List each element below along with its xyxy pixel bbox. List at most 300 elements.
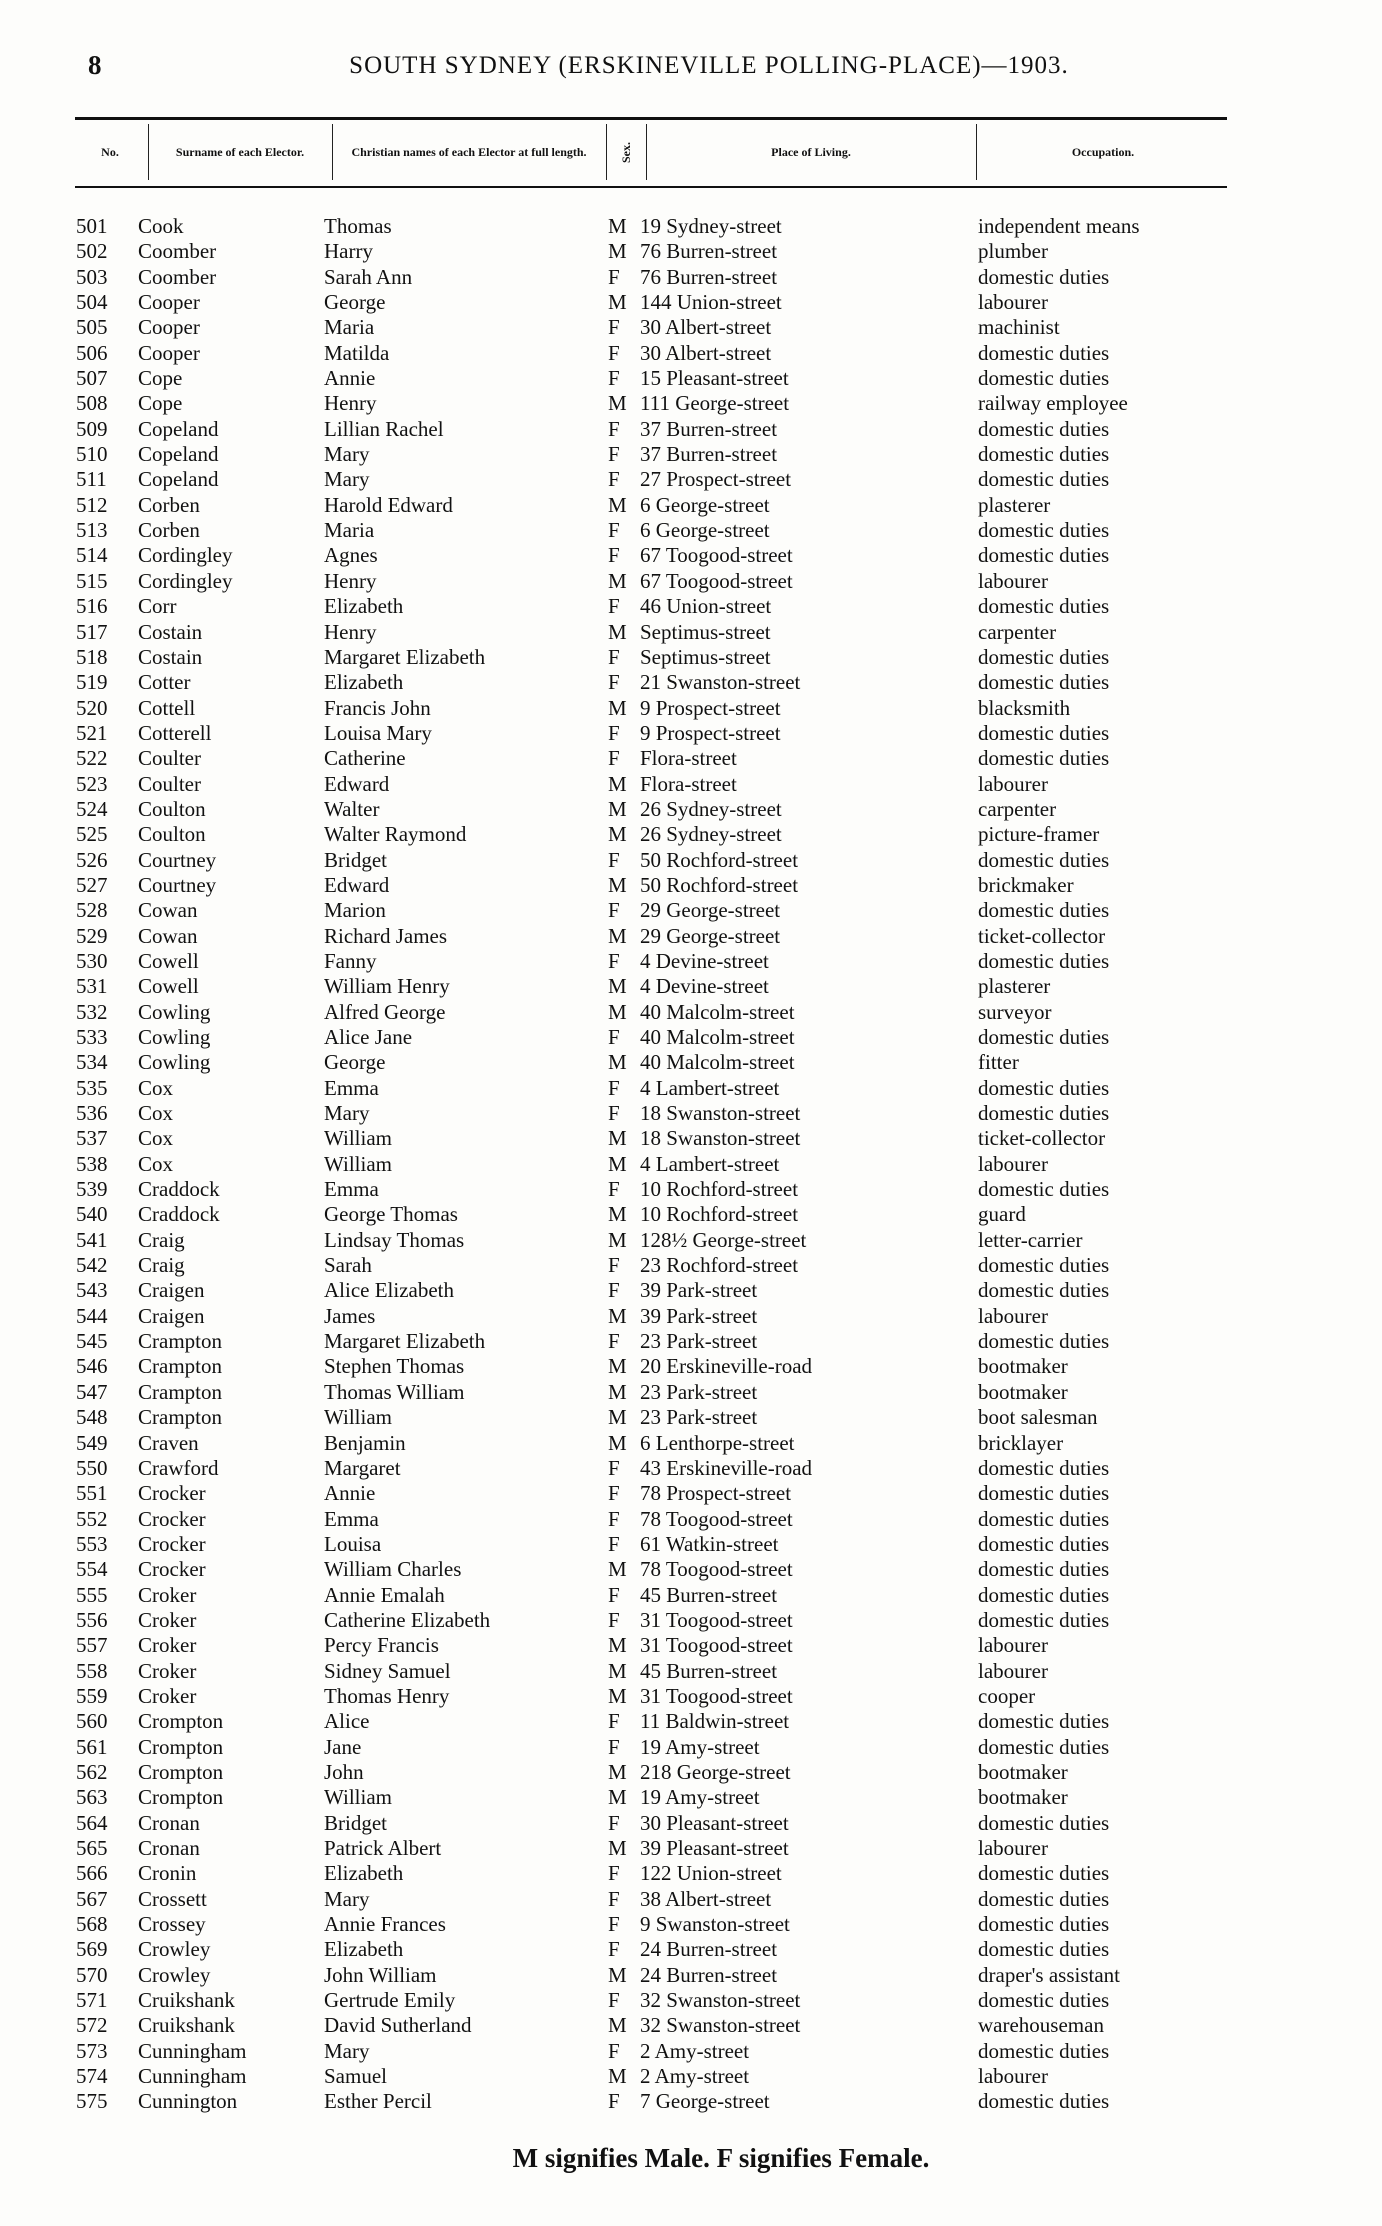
elector-surname: Crampton	[138, 1354, 222, 1379]
elector-place: 40 Malcolm-street	[640, 1050, 795, 1075]
elector-occupation: blacksmith	[978, 695, 1071, 720]
elector-row	[0, 1760, 1382, 1785]
elector-surname: Cooper	[138, 340, 200, 365]
elector-surname: Crowley	[138, 1937, 211, 1962]
elector-sex: F	[608, 670, 620, 695]
elector-place: 122 Union-street	[640, 1861, 782, 1886]
elector-surname: Copeland	[138, 416, 219, 441]
elector-row	[0, 1937, 1382, 1962]
elector-sex: M	[608, 1126, 627, 1151]
elector-christian-names: Henry	[324, 391, 377, 416]
elector-sex: M	[608, 771, 627, 796]
elector-number: 558	[76, 1658, 108, 1683]
elector-sex: F	[608, 1253, 620, 1278]
elector-occupation: labourer	[978, 290, 1048, 315]
elector-place: 23 Rochford-street	[640, 1253, 799, 1278]
elector-christian-names: Thomas Henry	[324, 1683, 450, 1708]
elector-christian-names: Marion	[324, 898, 386, 923]
elector-occupation: domestic duties	[978, 948, 1110, 973]
elector-sex: M	[608, 1405, 627, 1430]
elector-sex: F	[608, 1582, 620, 1607]
elector-christian-names: Stephen Thomas	[324, 1354, 465, 1379]
elector-number: 507	[76, 366, 108, 391]
elector-place: 40 Malcolm-street	[640, 1025, 795, 1049]
elector-number: 549	[76, 1430, 108, 1455]
elector-number: 516	[76, 594, 108, 619]
elector-row	[0, 1304, 1382, 1329]
elector-surname: Crowley	[138, 1962, 211, 1987]
elector-christian-names: Agnes	[324, 543, 378, 568]
elector-sex: F	[608, 1810, 620, 1835]
elector-sex: F	[608, 1607, 620, 1632]
elector-number: 571	[76, 1988, 108, 2013]
elector-sex: M	[608, 2013, 627, 2038]
elector-row	[0, 1988, 1382, 2013]
elector-place: 32 Swanston-street	[640, 2013, 801, 2038]
elector-number: 528	[76, 898, 108, 923]
elector-sex: M	[608, 2064, 627, 2089]
elector-occupation: labourer	[978, 568, 1048, 593]
elector-christian-names: Sarah Ann	[324, 264, 413, 289]
elector-place: 78 Prospect-street	[640, 1481, 792, 1506]
header-divider	[646, 124, 647, 180]
elector-christian-names: Edward	[324, 771, 390, 796]
elector-number: 538	[76, 1151, 108, 1176]
elector-occupation: fitter	[978, 1050, 1019, 1075]
elector-place: 6 Lenthorpe-street	[640, 1430, 795, 1455]
elector-occupation: letter-carrier	[978, 1227, 1083, 1252]
elector-occupation: domestic duties	[978, 898, 1110, 923]
elector-place: 18 Swanston-street	[640, 1126, 801, 1151]
elector-number: 540	[76, 1202, 108, 1227]
elector-place: 26 Sydney-street	[640, 796, 782, 821]
elector-surname: Corr	[138, 594, 177, 619]
elector-sex: F	[608, 518, 620, 543]
elector-row	[0, 1278, 1382, 1303]
elector-occupation: domestic duties	[978, 518, 1110, 543]
elector-christian-names: Bridget	[324, 847, 387, 872]
elector-place: 76 Burren-street	[640, 239, 778, 264]
elector-sex: F	[608, 746, 620, 771]
elector-number: 554	[76, 1557, 108, 1582]
elector-occupation: bricklayer	[978, 1430, 1064, 1455]
elector-number: 556	[76, 1607, 108, 1632]
elector-occupation: domestic duties	[978, 1912, 1110, 1937]
elector-christian-names: Elizabeth	[324, 1861, 404, 1886]
elector-number: 508	[76, 391, 108, 416]
elector-occupation: domestic duties	[978, 1861, 1110, 1886]
elector-christian-names: Henry	[324, 619, 377, 644]
elector-row	[0, 1507, 1382, 1532]
elector-occupation: domestic duties	[978, 264, 1110, 289]
elector-number: 568	[76, 1912, 108, 1937]
elector-surname: Cook	[138, 214, 184, 238]
elector-christian-names: Patrick Albert	[324, 1836, 442, 1860]
elector-occupation: domestic duties	[978, 720, 1110, 745]
elector-sex: F	[608, 1734, 620, 1759]
elector-christian-names: Alice	[324, 1709, 370, 1734]
elector-sex: F	[608, 1101, 620, 1126]
elector-number: 512	[76, 492, 108, 517]
elector-occupation: domestic duties	[978, 1937, 1110, 1962]
elector-occupation: domestic duties	[978, 1101, 1110, 1126]
elector-occupation: domestic duties	[978, 2038, 1110, 2063]
elector-occupation: domestic duties	[978, 1734, 1110, 1759]
elector-place: 31 Toogood-street	[640, 1607, 793, 1632]
elector-surname: Cowling	[138, 1025, 211, 1049]
elector-sex: F	[608, 1075, 620, 1100]
elector-place: 43 Erskineville-road	[640, 1455, 813, 1480]
elector-row	[0, 569, 1382, 594]
elector-number: 533	[76, 1025, 108, 1049]
elector-christian-names: Henry	[324, 568, 377, 593]
elector-occupation: domestic duties	[978, 1582, 1110, 1607]
elector-occupation: domestic duties	[978, 1886, 1110, 1911]
elector-place: 19 Sydney-street	[640, 214, 782, 238]
elector-sex: F	[608, 315, 620, 340]
elector-occupation: domestic duties	[978, 340, 1110, 365]
elector-place: 50 Rochford-street	[640, 847, 799, 872]
elector-row	[0, 1659, 1382, 1684]
elector-sex: F	[608, 1912, 620, 1937]
elector-christian-names: Emma	[324, 1075, 379, 1100]
elector-number: 504	[76, 290, 108, 315]
elector-sex: M	[608, 619, 627, 644]
elector-occupation: ticket-collector	[978, 1126, 1106, 1151]
elector-surname: Courtney	[138, 872, 217, 897]
elector-place: 23 Park-street	[640, 1329, 758, 1354]
elector-place: 30 Albert-street	[640, 340, 772, 365]
elector-occupation: brickmaker	[978, 872, 1074, 897]
elector-occupation: plasterer	[978, 974, 1051, 999]
elector-christian-names: Alfred George	[324, 999, 446, 1024]
elector-row	[0, 1481, 1382, 1506]
elector-christian-names: Esther Percil	[324, 2089, 432, 2114]
elector-place: 144 Union-street	[640, 290, 782, 315]
elector-place: 37 Burren-street	[640, 416, 778, 441]
elector-occupation: domestic duties	[978, 1278, 1110, 1303]
elector-place: 31 Toogood-street	[640, 1683, 793, 1708]
elector-surname: Cooper	[138, 315, 200, 340]
elector-surname: Cowell	[138, 974, 199, 999]
elector-row	[0, 949, 1382, 974]
page-title: SOUTH SYDNEY (ERSKINEVILLE POLLING-PLACE)—1903.	[349, 52, 1069, 79]
elector-christian-names: Matilda	[324, 340, 390, 365]
elector-christian-names: William Charles	[324, 1557, 462, 1582]
elector-occupation: domestic duties	[978, 467, 1110, 492]
elector-surname: Crawford	[138, 1455, 219, 1480]
elector-row	[0, 1380, 1382, 1405]
elector-place: 218 George-street	[640, 1759, 791, 1784]
elector-surname: Crampton	[138, 1405, 222, 1430]
elector-surname: Crossey	[138, 1912, 206, 1937]
elector-sex: F	[608, 1025, 620, 1049]
elector-row	[0, 1228, 1382, 1253]
elector-number: 572	[76, 2013, 108, 2038]
elector-number: 523	[76, 771, 108, 796]
elector-place: Septimus-street	[640, 619, 771, 644]
header-christian-names: Christian names of each Elector at full length.	[351, 144, 587, 159]
elector-sex: M	[608, 872, 627, 897]
elector-christian-names: Emma	[324, 1177, 379, 1202]
elector-christian-names: Walter	[324, 796, 380, 821]
elector-place: 18 Swanston-street	[640, 1101, 801, 1126]
elector-row	[0, 1633, 1382, 1658]
elector-row	[0, 1202, 1382, 1227]
elector-christian-names: William	[324, 1151, 392, 1176]
elector-sex: M	[608, 822, 627, 847]
elector-place: 40 Malcolm-street	[640, 999, 795, 1024]
elector-christian-names: William Henry	[324, 974, 450, 999]
elector-sex: F	[608, 543, 620, 568]
elector-occupation: labourer	[978, 1836, 1048, 1860]
elector-christian-names: Annie Frances	[324, 1912, 446, 1937]
elector-christian-names: Annie Emalah	[324, 1582, 445, 1607]
elector-sex: M	[608, 1379, 627, 1404]
elector-row	[0, 1354, 1382, 1379]
elector-christian-names: Harold Edward	[324, 492, 453, 517]
elector-sex: F	[608, 264, 620, 289]
elector-occupation: bootmaker	[978, 1379, 1068, 1404]
elector-surname: Cox	[138, 1101, 174, 1126]
elector-sex: F	[608, 1531, 620, 1556]
elector-number: 550	[76, 1455, 108, 1480]
header-occupation: Occupation.	[1071, 144, 1135, 159]
elector-number: 557	[76, 1633, 108, 1658]
elector-row	[0, 1735, 1382, 1760]
elector-place: 20 Erskineville-road	[640, 1354, 813, 1379]
elector-row	[0, 1405, 1382, 1430]
elector-place: 39 Park-street	[640, 1303, 758, 1328]
elector-sex: F	[608, 442, 620, 467]
elector-number: 534	[76, 1050, 108, 1075]
elector-row	[0, 265, 1382, 290]
elector-sex: F	[608, 1937, 620, 1962]
elector-row	[0, 1912, 1382, 1937]
elector-occupation: domestic duties	[978, 1709, 1110, 1734]
elector-number: 555	[76, 1582, 108, 1607]
elector-number: 531	[76, 974, 108, 999]
elector-surname: Courtney	[138, 847, 217, 872]
elector-christian-names: Walter Raymond	[324, 822, 467, 847]
elector-number: 542	[76, 1253, 108, 1278]
elector-surname: Cox	[138, 1075, 174, 1100]
elector-surname: Cotter	[138, 670, 191, 695]
elector-occupation: domestic duties	[978, 1455, 1110, 1480]
elector-sex: M	[608, 568, 627, 593]
elector-place: Flora-street	[640, 746, 737, 771]
elector-number: 543	[76, 1278, 108, 1303]
elector-occupation: domestic duties	[978, 1506, 1110, 1531]
elector-place: 4 Lambert-street	[640, 1151, 780, 1176]
elector-row	[0, 1152, 1382, 1177]
elector-sex: M	[608, 1759, 627, 1784]
elector-surname: Craigen	[138, 1303, 205, 1328]
elector-surname: Corben	[138, 518, 200, 543]
elector-number: 510	[76, 442, 108, 467]
elector-surname: Crocker	[138, 1531, 206, 1556]
elector-surname: Cowling	[138, 999, 211, 1024]
elector-christian-names: David Sutherland	[324, 2013, 472, 2038]
elector-surname: Crocker	[138, 1506, 206, 1531]
elector-occupation: domestic duties	[978, 1988, 1110, 2013]
header-divider	[332, 124, 333, 180]
elector-christian-names: William	[324, 1126, 392, 1151]
elector-occupation: bootmaker	[978, 1354, 1068, 1379]
elector-surname: Cox	[138, 1151, 174, 1176]
elector-place: 26 Sydney-street	[640, 822, 782, 847]
elector-place: Flora-street	[640, 771, 737, 796]
elector-place: 39 Park-street	[640, 1278, 758, 1303]
elector-occupation: labourer	[978, 1658, 1048, 1683]
elector-row	[0, 1836, 1382, 1861]
elector-christian-names: Benjamin	[324, 1430, 406, 1455]
elector-occupation: labourer	[978, 771, 1048, 796]
elector-christian-names: Samuel	[324, 2064, 387, 2089]
elector-place: 9 Prospect-street	[640, 720, 781, 745]
elector-surname: Cunningham	[138, 2038, 247, 2063]
elector-christian-names: Emma	[324, 1506, 379, 1531]
elector-row	[0, 1963, 1382, 1988]
elector-place: 32 Swanston-street	[640, 1988, 801, 2013]
elector-place: 29 George-street	[640, 923, 781, 948]
elector-place: 7 George-street	[640, 2089, 770, 2114]
elector-surname: Coulter	[138, 746, 201, 771]
elector-christian-names: Mary	[324, 2038, 370, 2063]
elector-christian-names: Catherine	[324, 746, 406, 771]
elector-place: 27 Prospect-street	[640, 467, 792, 492]
elector-occupation: independent means	[978, 214, 1140, 238]
elector-christian-names: Lillian Rachel	[324, 416, 444, 441]
elector-row	[0, 1126, 1382, 1151]
elector-occupation: guard	[978, 1202, 1026, 1227]
elector-row	[0, 1709, 1382, 1734]
elector-row	[0, 696, 1382, 721]
elector-christian-names: John William	[324, 1962, 437, 1987]
elector-surname: Cowling	[138, 1050, 211, 1075]
elector-surname: Coulton	[138, 796, 206, 821]
elector-row	[0, 493, 1382, 518]
elector-sex: F	[608, 1481, 620, 1506]
elector-surname: Craddock	[138, 1177, 220, 1202]
elector-sex: M	[608, 391, 627, 416]
elector-christian-names: Catherine Elizabeth	[324, 1607, 491, 1632]
elector-sex: F	[608, 1177, 620, 1202]
page-number: 8	[88, 50, 102, 80]
elector-surname: Cunningham	[138, 2064, 247, 2089]
elector-occupation: domestic duties	[978, 1075, 1110, 1100]
elector-place: 29 George-street	[640, 898, 781, 923]
elector-place: 6 George-street	[640, 518, 770, 543]
elector-number: 561	[76, 1734, 108, 1759]
elector-number: 524	[76, 796, 108, 821]
header-sex: Sex.	[618, 141, 633, 163]
elector-occupation: picture-framer	[978, 822, 1100, 847]
elector-number: 530	[76, 948, 108, 973]
elector-row	[0, 873, 1382, 898]
elector-christian-names: Sidney Samuel	[324, 1658, 451, 1683]
elector-place: 78 Toogood-street	[640, 1506, 793, 1531]
header-divider	[148, 124, 149, 180]
elector-place: 128½ George-street	[640, 1227, 807, 1252]
elector-row	[0, 442, 1382, 467]
elector-place: 23 Park-street	[640, 1379, 758, 1404]
elector-christian-names: Maria	[324, 315, 375, 340]
elector-place: Septimus-street	[640, 644, 771, 669]
elector-occupation: labourer	[978, 1151, 1048, 1176]
elector-row	[0, 848, 1382, 873]
elector-number: 546	[76, 1354, 108, 1379]
elector-occupation: railway employee	[978, 391, 1128, 416]
elector-christian-names: William	[324, 1785, 392, 1810]
elector-row	[0, 620, 1382, 645]
elector-surname: Cooper	[138, 290, 200, 315]
elector-number: 563	[76, 1785, 108, 1810]
elector-surname: Cottell	[138, 695, 196, 720]
elector-row	[0, 1431, 1382, 1456]
elector-sex: M	[608, 796, 627, 821]
elector-christian-names: Elizabeth	[324, 670, 404, 695]
elector-sex: F	[608, 948, 620, 973]
elector-row	[0, 2039, 1382, 2064]
elector-occupation: carpenter	[978, 619, 1057, 644]
elector-place: 2 Amy-street	[640, 2064, 750, 2089]
elector-christian-names: Mary	[324, 467, 370, 492]
elector-number: 553	[76, 1531, 108, 1556]
elector-number: 520	[76, 695, 108, 720]
elector-row	[0, 670, 1382, 695]
elector-place: 19 Amy-street	[640, 1785, 760, 1810]
elector-row	[0, 1887, 1382, 1912]
electors-list	[0, 214, 1382, 2115]
elector-place: 19 Amy-street	[640, 1734, 760, 1759]
elector-surname: Cruikshank	[138, 2013, 235, 2038]
elector-christian-names: William	[324, 1405, 392, 1430]
elector-occupation: domestic duties	[978, 1253, 1110, 1278]
elector-surname: Croker	[138, 1683, 197, 1708]
elector-sex: M	[608, 923, 627, 948]
elector-sex: M	[608, 1658, 627, 1683]
elector-row	[0, 1050, 1382, 1075]
elector-place: 38 Albert-street	[640, 1886, 772, 1911]
elector-surname: Cronan	[138, 1836, 200, 1860]
elector-place: 78 Toogood-street	[640, 1557, 793, 1582]
elector-row	[0, 898, 1382, 923]
elector-sex: M	[608, 492, 627, 517]
elector-row	[0, 822, 1382, 847]
elector-row	[0, 1025, 1382, 1050]
elector-christian-names: Margaret Elizabeth	[324, 644, 486, 669]
elector-christian-names: Maria	[324, 518, 375, 543]
elector-surname: Costain	[138, 644, 203, 669]
header-no: No.	[101, 144, 119, 159]
elector-surname: Crompton	[138, 1734, 224, 1759]
elector-sex: M	[608, 1836, 627, 1860]
elector-place: 39 Pleasant-street	[640, 1836, 789, 1860]
elector-place: 15 Pleasant-street	[640, 366, 789, 391]
elector-surname: Costain	[138, 619, 203, 644]
elector-christian-names: Gertrude Emily	[324, 1988, 456, 2013]
elector-occupation: warehouseman	[978, 2013, 1104, 2038]
elector-surname: Cruikshank	[138, 1988, 235, 2013]
elector-occupation: machinist	[978, 315, 1060, 340]
elector-occupation: domestic duties	[978, 1531, 1110, 1556]
header-surname: Surname of each Elector.	[175, 144, 305, 159]
elector-christian-names: John	[324, 1759, 364, 1784]
elector-number: 539	[76, 1177, 108, 1202]
elector-occupation: draper's assistant	[978, 1962, 1120, 1987]
elector-row	[0, 1811, 1382, 1836]
